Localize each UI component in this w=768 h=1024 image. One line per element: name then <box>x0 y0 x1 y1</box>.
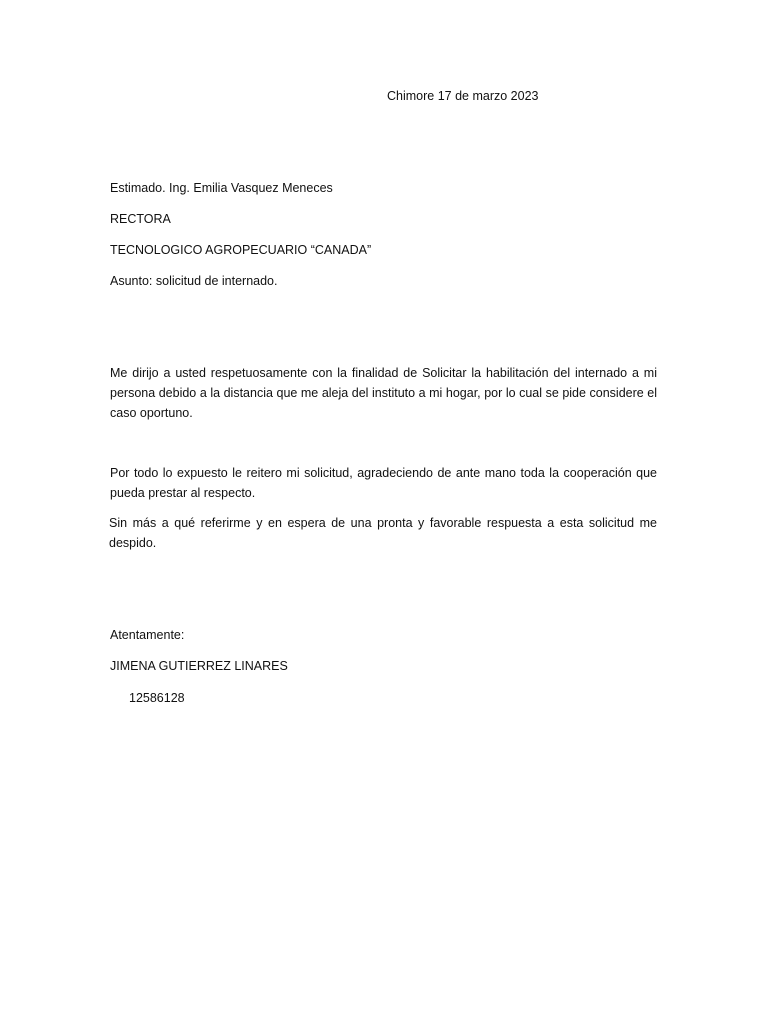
signer-id-number: 12586128 <box>129 691 185 705</box>
letter-date: Chimore 17 de marzo 2023 <box>387 89 539 103</box>
recipient-role: RECTORA <box>110 212 171 226</box>
body-paragraph-1: Me dirijo a usted respetuosamente con la finalidad de Solicitar la habilitación del internado a mi persona debido a la distancia que me aleja del instituto a mi hogar, por lo cual se pide considere el caso oportuno. <box>110 366 657 420</box>
letter-closing: Atentamente: <box>110 628 185 642</box>
recipient-name: Estimado. Ing. Emilia Vasquez Meneces <box>110 181 333 195</box>
body-paragraph-3: Sin más a qué referirme y en espera de una pronta y favorable respuesta a esta solicitud me despido. <box>109 516 657 550</box>
recipient-institution: TECNOLOGICO AGROPECUARIO “CANADA” <box>110 243 372 257</box>
letter-subject: Asunto: solicitud de internado. <box>110 274 278 288</box>
body-paragraph-2: Por todo lo expuesto le reitero mi solicitud, agradeciendo de ante mano toda la cooperación que pueda prestar al respecto. <box>110 466 657 500</box>
signer-name: JIMENA GUTIERREZ LINARES <box>110 659 288 673</box>
